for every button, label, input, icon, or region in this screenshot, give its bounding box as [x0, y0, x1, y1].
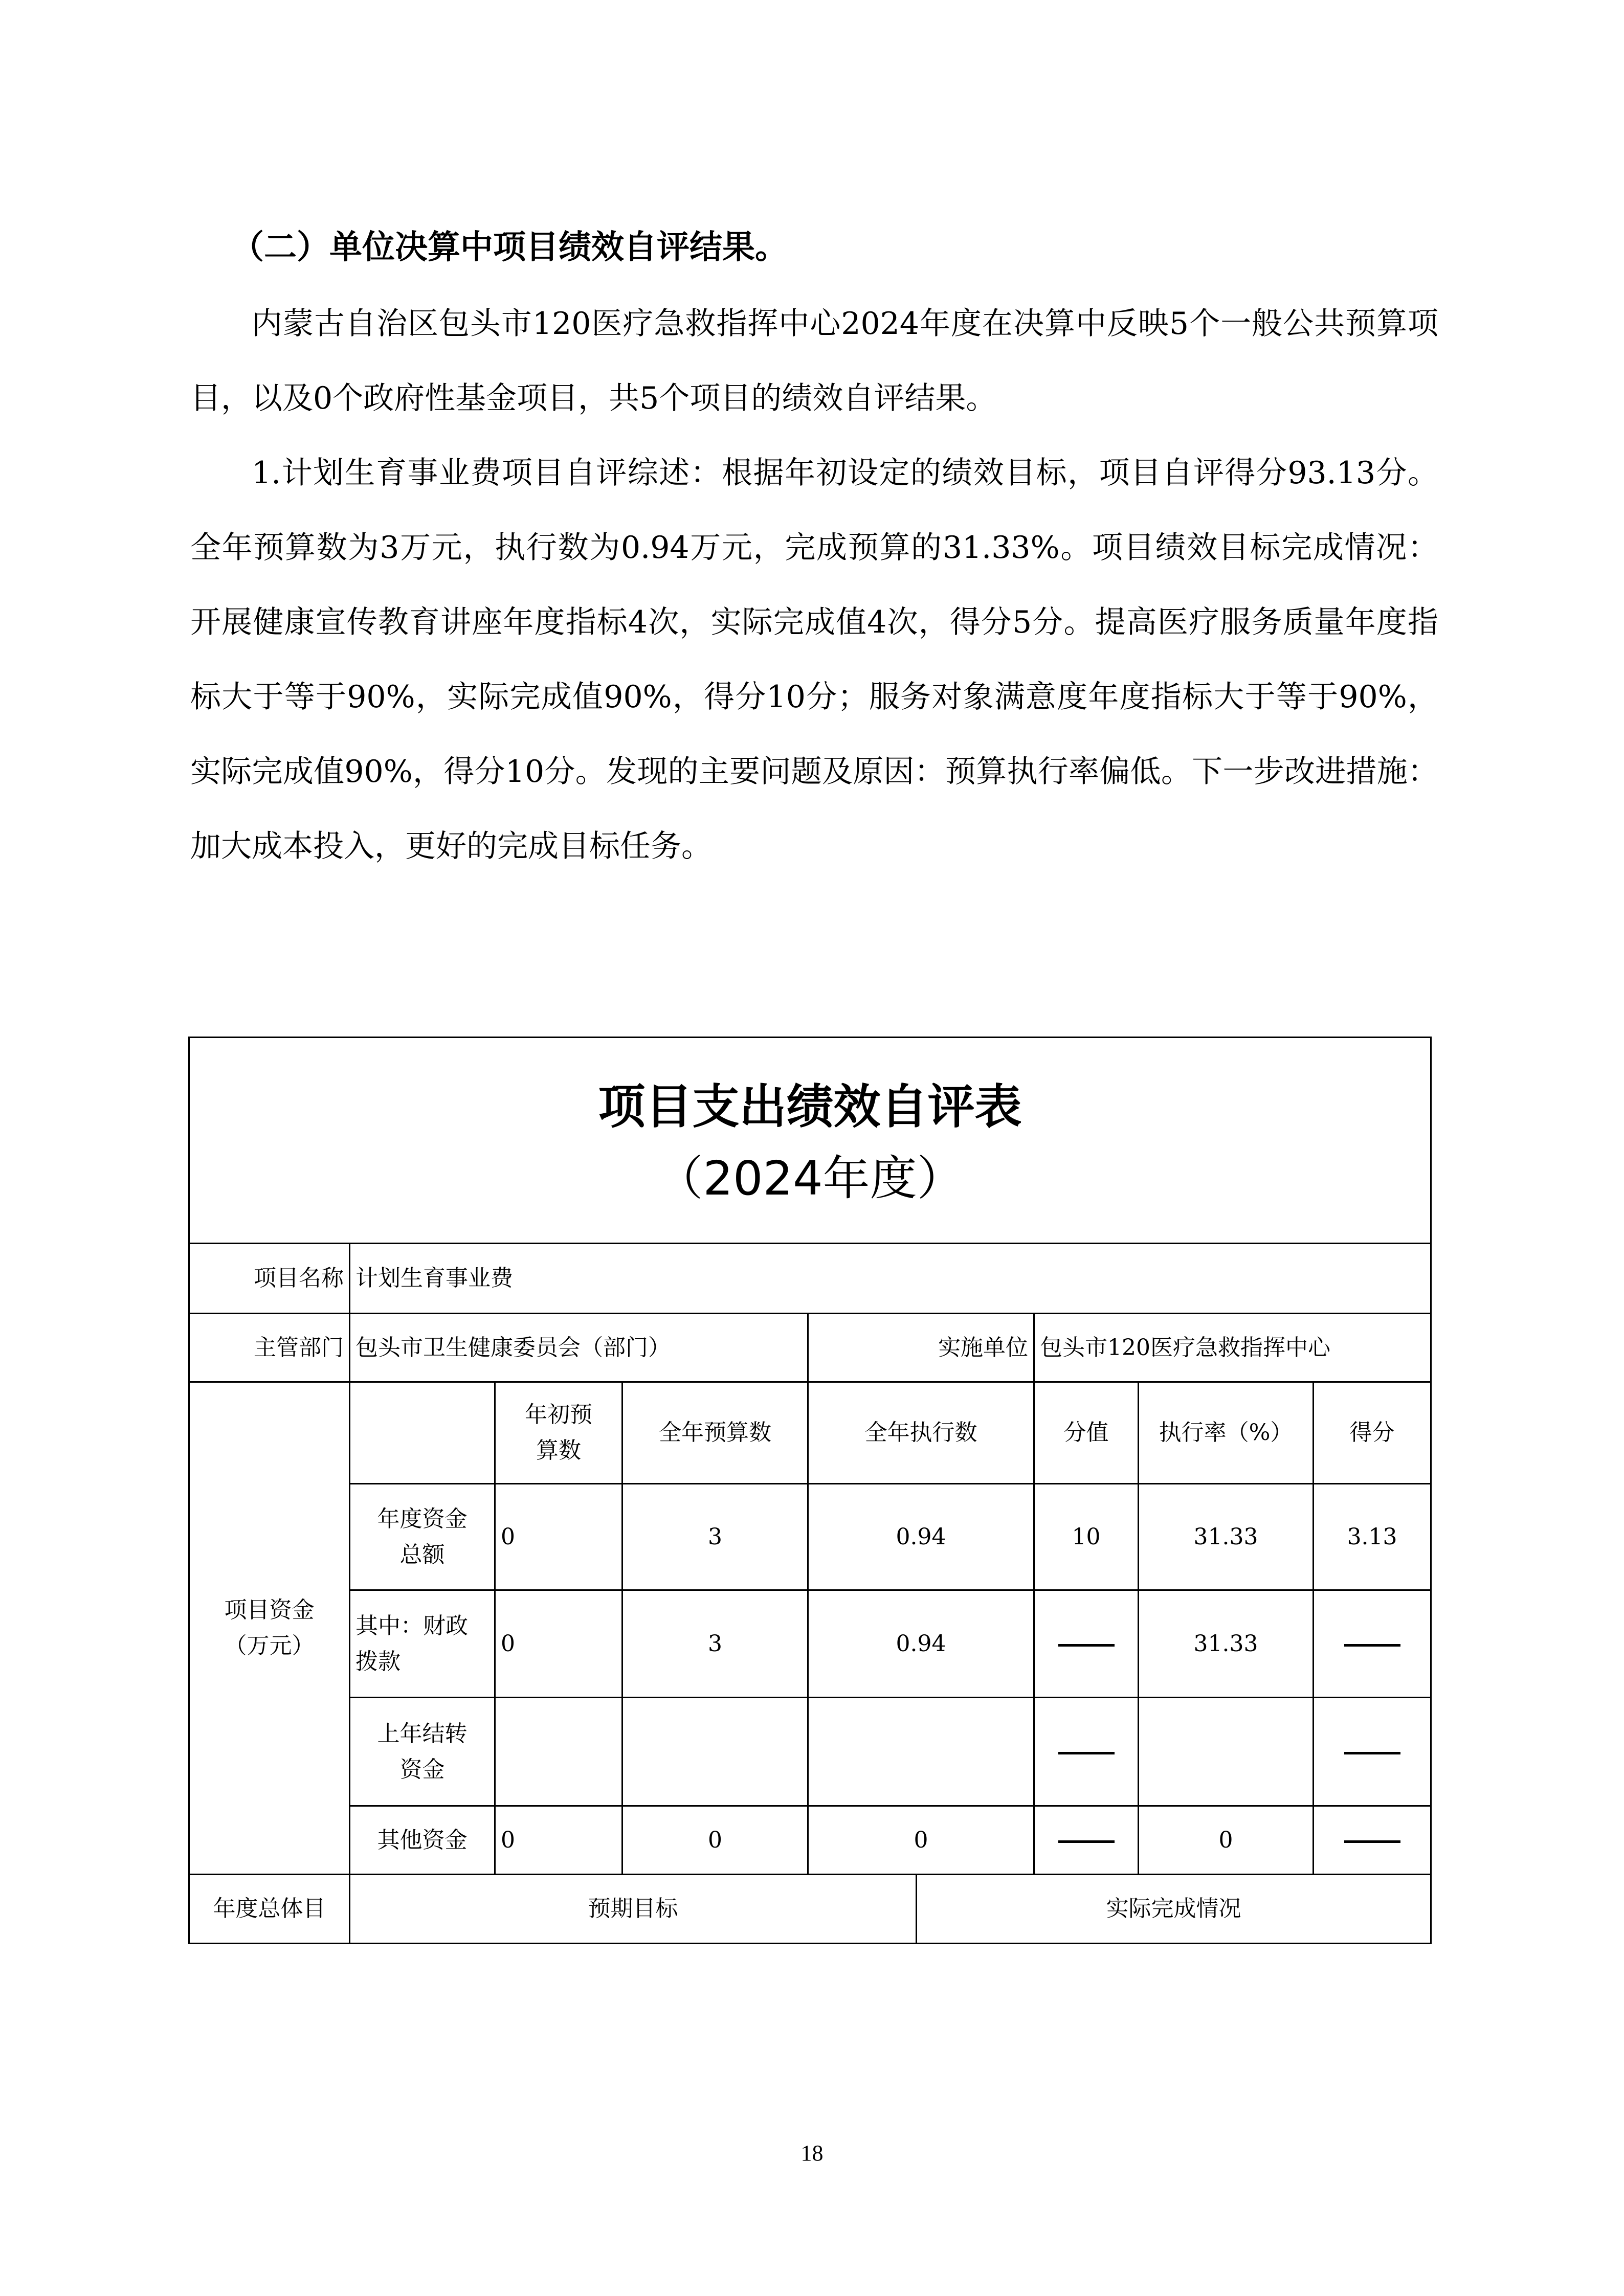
cell-executed: 0.94	[808, 1484, 1034, 1590]
cell-score	[1314, 1590, 1431, 1698]
section-heading: （二）单位决算中项目绩效自评结果。	[231, 229, 788, 266]
project-name-value: 计划生育事业费	[350, 1244, 1431, 1314]
table-subtitle: （2024年度）	[656, 1151, 964, 1206]
cell-rate: 31.33	[1139, 1484, 1314, 1590]
cell-score: 3.13	[1314, 1484, 1431, 1590]
impl-unit-label: 实施单位	[808, 1314, 1034, 1382]
header-rate: 执行率（%）	[1139, 1382, 1314, 1484]
cell-score	[1314, 1698, 1431, 1806]
header-score-value: 分值	[1034, 1382, 1139, 1484]
annual-goal-label: 年度总体目	[189, 1875, 350, 1944]
expected-goal-header: 预期目标	[350, 1875, 917, 1944]
cell-score	[1314, 1806, 1431, 1875]
table-row	[189, 1806, 1431, 1875]
dash-placeholder	[1058, 1840, 1115, 1843]
row-label: 其他资金	[350, 1806, 495, 1875]
cell-executed	[808, 1698, 1034, 1806]
cell-initial: 0	[495, 1590, 622, 1698]
header-annual-budget: 全年预算数	[622, 1382, 808, 1484]
project-summary-paragraph: 1.计划生育事业费项目自评综述：根据年初设定的绩效目标，项目自评得分93.13分。全年预算数为3万元，执行数为0.94万元，完成预算的31.33%。项目绩效目标完成情况：开展健康宣传教育讲座年度指标4次，实际完成值4次，得分5分。提高医疗服务质量年度指标大于等于90%，实际完成值90%，得分10分；服务对象满意度年度指标大于等于90%，实际完成值90%，得分10分。发现的主要问题及原因：预算执行率偏低。下一步改进措施：加大成本投入，更好的完成目标任务。	[190, 455, 1438, 864]
cell-annual-budget: 0	[622, 1806, 808, 1875]
funds-label-cell	[189, 1382, 350, 1875]
table-title: 项目支出绩效自评表	[598, 1079, 1022, 1134]
table-title-cell	[189, 1038, 1431, 1244]
dash-placeholder	[1344, 1840, 1400, 1843]
cell-score-value	[1034, 1698, 1139, 1806]
funds-unit: （万元）	[224, 1633, 315, 1659]
cell-executed: 0	[808, 1806, 1034, 1875]
cell-score-value: 10	[1034, 1484, 1139, 1590]
row-label: 其中：财政 拨款	[350, 1590, 495, 1698]
performance-evaluation-table	[188, 1037, 1432, 1944]
project-name-label: 项目名称	[189, 1244, 350, 1314]
header-blank	[350, 1382, 495, 1484]
funds-label: 项目资金	[224, 1597, 315, 1623]
cell-annual-budget: 3	[622, 1484, 808, 1590]
cell-rate: 31.33	[1139, 1590, 1314, 1698]
table-row	[189, 1698, 1431, 1806]
dash-placeholder	[1344, 1644, 1400, 1647]
cell-executed: 0.94	[808, 1590, 1034, 1698]
cell-initial	[495, 1698, 622, 1806]
row-label: 年度资金 总额	[350, 1484, 495, 1590]
cell-initial: 0	[495, 1806, 622, 1875]
header-executed: 全年执行数	[808, 1382, 1034, 1484]
cell-initial: 0	[495, 1484, 622, 1590]
page-number: 18	[800, 2141, 824, 2166]
impl-unit-value: 包头市120医疗急救指挥中心	[1034, 1314, 1431, 1382]
cell-annual-budget	[622, 1698, 808, 1806]
cell-annual-budget: 3	[622, 1590, 808, 1698]
dash-placeholder	[1058, 1644, 1115, 1647]
table-row	[189, 1590, 1431, 1698]
actual-completion-header: 实际完成情况	[917, 1875, 1431, 1944]
dash-placeholder	[1344, 1752, 1400, 1754]
cell-score-value	[1034, 1806, 1139, 1875]
intro-paragraph: 内蒙古自治区包头市120医疗急救指挥中心2024年度在决算中反映5个一般公共预算项目，以及0个政府性基金项目，共5个项目的绩效自评结果。	[190, 306, 1438, 416]
table-row	[189, 1484, 1431, 1590]
dept-label: 主管部门	[189, 1314, 350, 1382]
dash-placeholder	[1058, 1752, 1115, 1754]
header-score: 得分	[1314, 1382, 1431, 1484]
header-initial-budget: 年初预 算数	[495, 1382, 622, 1484]
dept-value: 包头市卫生健康委员会（部门）	[350, 1314, 808, 1382]
cell-score-value	[1034, 1590, 1139, 1698]
cell-rate	[1139, 1698, 1314, 1806]
cell-rate: 0	[1139, 1806, 1314, 1875]
row-label: 上年结转 资金	[350, 1698, 495, 1806]
